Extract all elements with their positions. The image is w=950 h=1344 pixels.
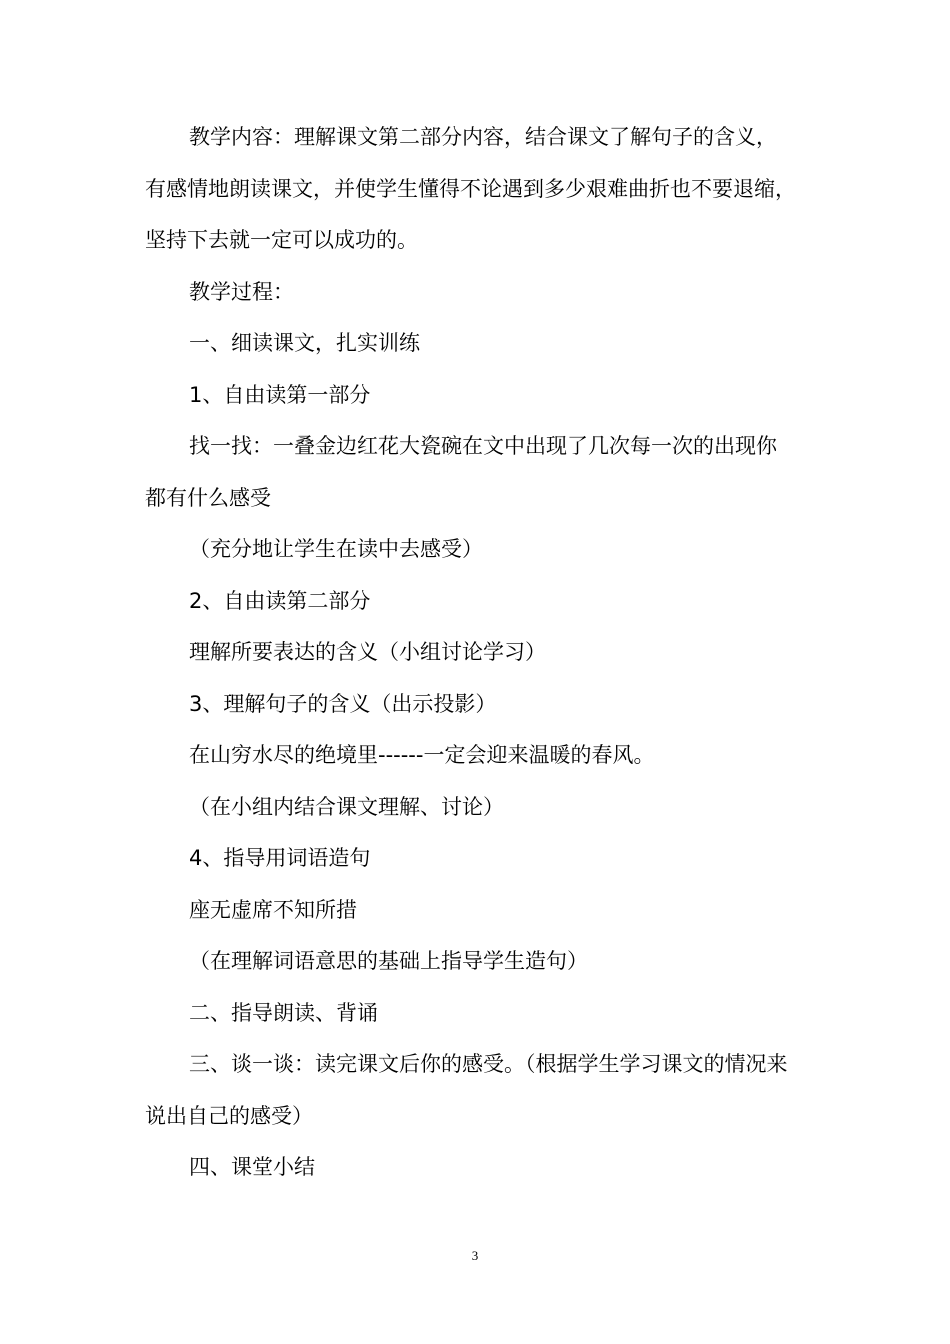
paragraph-note-1: （充分地让学生在读中去感受） bbox=[189, 537, 483, 561]
page-number: 3 bbox=[471, 1248, 479, 1263]
paragraph-step-2: 2、自由读第二部分 bbox=[189, 588, 371, 613]
paragraph-section-three: 三、谈一谈：读完课文后你的感受。（根据学生学习课文的情况来说出自己的感受） bbox=[145, 1052, 788, 1128]
paragraph-step-3: 3、理解句子的含义（出示投影） bbox=[189, 691, 497, 716]
paragraph-understand-meaning: 理解所要表达的含义（小组讨论学习） bbox=[189, 640, 546, 664]
paragraph-note-2: （在小组内结合课文理解、讨论） bbox=[189, 794, 504, 819]
document-body bbox=[145, 112, 797, 1194]
paragraph-vocabulary: 座无虚席不知所措 bbox=[189, 897, 357, 922]
paragraph-teaching-content: 教学内容：理解课文第二部分内容，结合课文了解句子的含义，有感情地朗读课文，并使学生懂得不论遇到多少艰难曲折也不要退缩，坚持下去就一定可以成功的。 bbox=[145, 125, 796, 252]
paragraph-note-3: （在理解词语意思的基础上指导学生造句） bbox=[189, 949, 588, 973]
paragraph-find-task: 找一找：一叠金边红花大瓷碗在文中出现了几次每一次的出现你都有什么感受 bbox=[145, 434, 777, 510]
paragraph-quote-sentence: 在山穷水尽的绝境里------一定会迎来温暖的春风。 bbox=[189, 743, 655, 767]
paragraph-section-four: 四、课堂小结 bbox=[189, 1155, 315, 1179]
paragraph-step-1: 1、自由读第一部分 bbox=[189, 382, 371, 407]
paragraph-teaching-process: 教学过程： bbox=[189, 279, 294, 304]
paragraph-step-4: 4、指导用词语造句 bbox=[189, 846, 371, 870]
paragraph-section-one: 一、细读课文，扎实训练 bbox=[189, 331, 420, 355]
paragraph-section-two: 二、指导朗读、背诵 bbox=[189, 1000, 378, 1025]
